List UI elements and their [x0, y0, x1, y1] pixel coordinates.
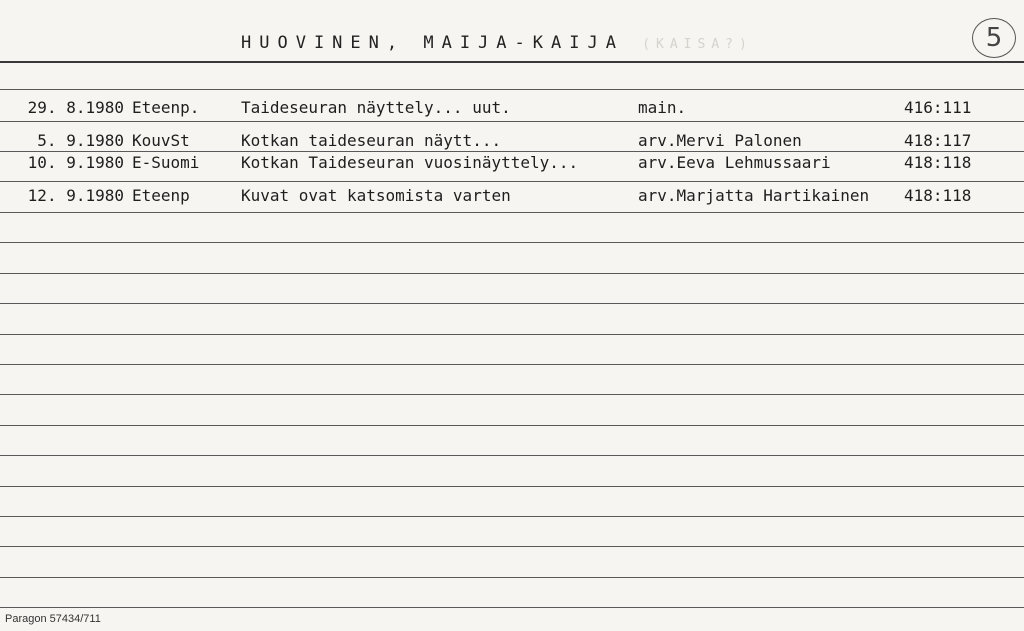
ruled-line: [0, 425, 1024, 426]
entry-date: 12. 9.1980: [27, 186, 124, 205]
person-name: HUOVINEN, MAIJA-KAIJA: [241, 33, 624, 53]
ruled-line: [0, 516, 1024, 517]
ruled-line: [0, 455, 1024, 456]
ruled-line: [0, 303, 1024, 304]
ruled-line: [0, 546, 1024, 547]
ruled-line: [0, 242, 1024, 243]
ruled-line: [0, 364, 1024, 365]
entry-author: arv.Eeva Lehmussaari: [638, 153, 831, 172]
ruled-line: [0, 89, 1024, 90]
entry-author: arv.Mervi Palonen: [638, 131, 802, 150]
ruled-line: [0, 334, 1024, 335]
card-number-circle: 5: [972, 18, 1016, 58]
card-title: [241, 33, 753, 53]
ruled-line: [0, 394, 1024, 395]
ruled-line: [0, 121, 1024, 122]
header-rule: [0, 61, 1024, 63]
entry-author: arv.Marjatta Hartikainen: [638, 186, 870, 205]
entry-row: [0, 150, 1024, 176]
ruled-line: [0, 607, 1024, 608]
entry-date: 29. 8.1980: [27, 98, 124, 117]
entry-ref: 418:118: [904, 153, 972, 172]
entry-source: E-Suomi: [132, 153, 200, 172]
entry-ref: 418:118: [904, 186, 972, 205]
ruled-line: [0, 212, 1024, 213]
entry-ref: 418:117: [904, 131, 972, 150]
entry-title: Taideseuran näyttely... uut.: [241, 98, 511, 117]
ruled-line: [0, 486, 1024, 487]
entry-date: 5. 9.1980: [37, 131, 124, 150]
entry-ref: 416:111: [904, 98, 972, 117]
entry-row: [0, 95, 1024, 121]
ruled-line: [0, 273, 1024, 274]
entry-title: Kuvat ovat katsomista varten: [241, 186, 511, 205]
entry-date: 10. 9.1980: [27, 153, 124, 172]
person-name-faint: (KAISA?): [642, 37, 753, 52]
ruled-line: [0, 577, 1024, 578]
entry-source: Eteenp.: [132, 98, 200, 117]
entry-title: Kotkan taideseuran näytt...: [241, 131, 502, 150]
entry-author: main.: [638, 98, 687, 117]
printer-mark: Paragon 57434/711: [5, 613, 101, 625]
entry-row: [0, 183, 1024, 209]
ruled-line: [0, 181, 1024, 182]
entry-source: Eteenp: [132, 186, 190, 205]
entry-source: KouvSt: [132, 131, 190, 150]
entry-title: Kotkan Taideseuran vuosinäyttely...: [241, 153, 579, 172]
